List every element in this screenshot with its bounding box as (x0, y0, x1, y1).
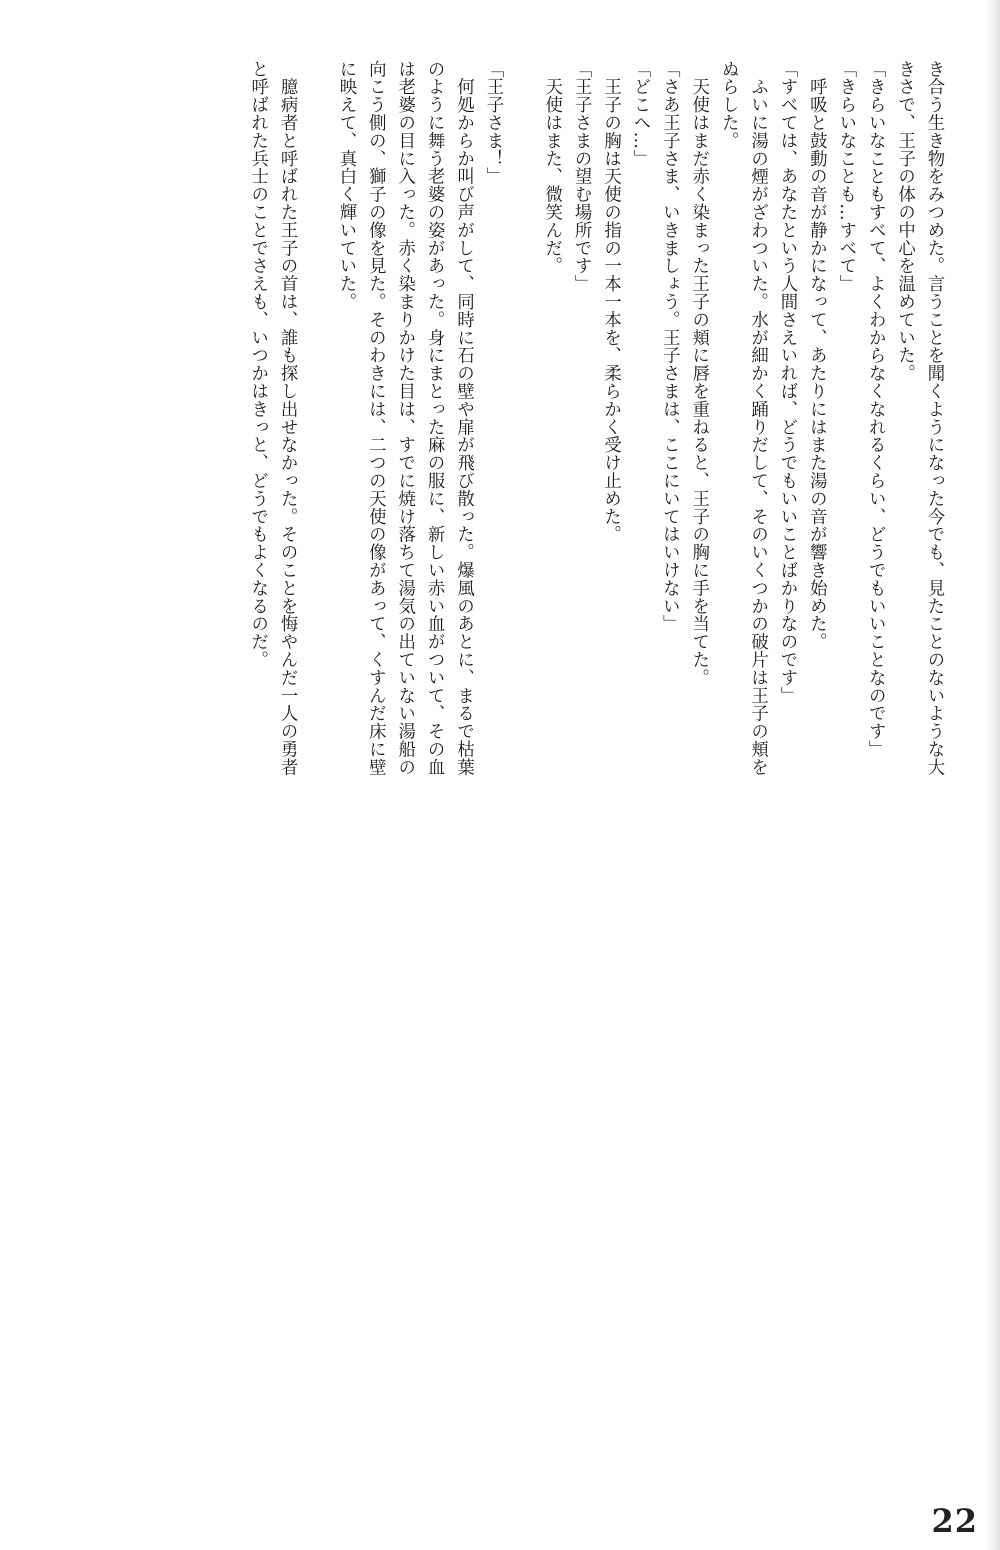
paragraph: 呼吸と鼓動の音が静かになって、あたりにはまた湯の音が響き始めた。 (806, 60, 827, 651)
paragraph: 天使はまた、微笑んだ。 (541, 60, 562, 275)
paragraph: 「王子さま！」 (482, 60, 503, 186)
paragraph: 「王子さまの望む場所です」 (571, 60, 592, 293)
paragraph: 「きらいなことも…すべて」 (835, 60, 856, 293)
section-break (507, 60, 536, 780)
paragraph: 臆病者と呼ばれた王子の首は、誰も探し出せなかった。そのことを悔やんだ一人の勇者と呼ばれた兵士のことでさえも、いつかはきっと、どうでもよくなるのだ。 (247, 60, 298, 776)
paragraph: 王子の胸は天使の指の一本一本を、柔らかく受け止めた。 (600, 60, 621, 544)
paragraph: 「どこへ…」 (629, 60, 650, 168)
paragraph: 何処からか叫び声がして、同時に石の壁や扉が飛び散った。爆風のあとに、まるで枯葉のように舞う老婆の姿があった。身にまとった麻の服に、新しい赤い血がついて、その血は老婆の目に入った。赤く染まりかけた目は、すでに焼け落ちて湯気の出ていない湯船の向こう側の、獅子の像を見た。そのわきには、二つの天使の像があって、くすんだ床に壁に映えて、真白く輝いていた。 (335, 60, 474, 776)
page-edge (986, 0, 1000, 1550)
paragraph: ふいに湯の煙がざわついた。水が細かく踊りだして、そのいくつかの破片は王子の頬をぬらした。 (718, 60, 768, 776)
paragraph: き合う生き物をみつめた。言うことを聞くようになった今でも、見たことのないような大きさで、王子の体の中心を温めていた。 (894, 60, 944, 776)
section-break (301, 60, 330, 780)
page-number: 22 (931, 1502, 978, 1540)
vertical-text-body (88, 60, 948, 780)
paragraph: 「きらいなこともすべて、よくわからなくなれるくらい、どうでもいいことなのです」 (865, 60, 886, 759)
paragraph: 天使はまだ赤く染まった王子の頬に唇を重ねると、王子の胸に手を当てた。 (688, 60, 709, 687)
paragraph: 「すべては、あなたという人間さえいれば、どうでもいいことばかりなのです」 (776, 60, 797, 705)
paragraph: 「さあ王子さま、いきましょう。王子さまは、ここにいてはいけない」 (659, 60, 680, 633)
